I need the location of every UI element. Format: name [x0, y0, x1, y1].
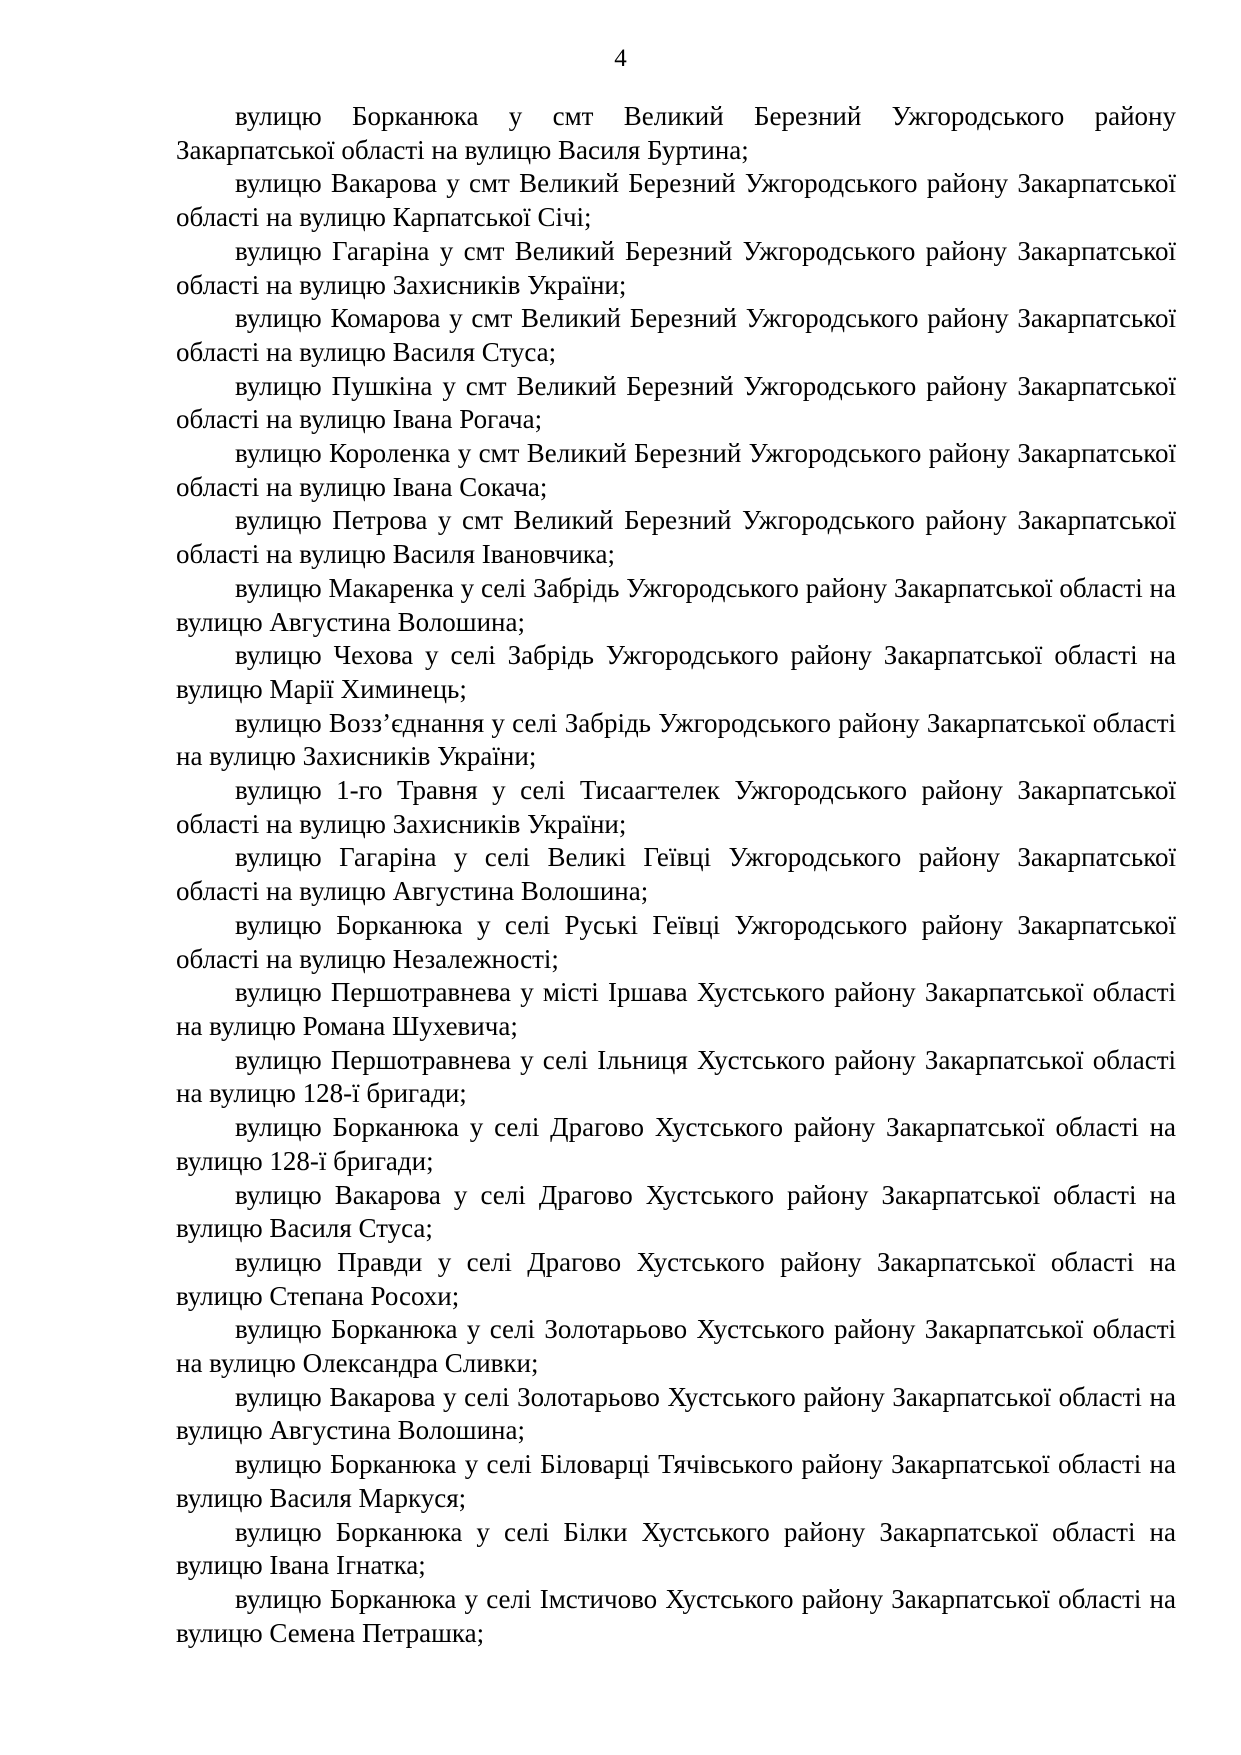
paragraph: вулицю Возз’єднання у селі Забрідь Ужгородського району Закарпатської області на вулицю Захисників України;: [176, 707, 1176, 772]
paragraph: вулицю Комарова у смт Великий Березний Ужгородського району Закарпатської області на вулицю Василя Стуса;: [176, 303, 1176, 367]
paragraph: вулицю Вакарова у селі Драгово Хустського району Закарпатської області на вулицю Василя Стуса;: [176, 1179, 1176, 1244]
page-number: 4: [614, 45, 627, 72]
paragraph: вулицю Борканюка у селі Руські Геївці Ужгородського району Закарпатської області на вулицю Незалежності;: [176, 909, 1176, 974]
paragraph: вулицю 1-го Травня у селі Тисаагтелек Ужгородського району Закарпатської області на вулицю Захисників України;: [176, 775, 1176, 839]
paragraph: вулицю Першотравнева у місті Іршава Хустського району Закарпатської області на вулицю Романа Шухевича;: [176, 977, 1176, 1041]
paragraph: вулицю Вакарова у селі Золотарьово Хустського району Закарпатської області на вулицю Августина Волошина;: [176, 1381, 1176, 1446]
paragraph: вулицю Петрова у смт Великий Березний Ужгородського району Закарпатської області на вулицю Василя Івановчика;: [176, 505, 1176, 570]
paragraph: вулицю Вакарова у смт Великий Березний Ужгородського району Закарпатської області на вулицю Карпатської Січі;: [176, 168, 1176, 233]
paragraph: вулицю Борканюка у селі Золотарьово Хустського району Закарпатської області на вулицю Олександра Сливки;: [176, 1314, 1176, 1379]
paragraph: вулицю Борканюка у селі Біловарці Тячівського району Закарпатської області на вулицю Василя Маркуся;: [176, 1449, 1176, 1513]
paragraph: вулицю Правди у селі Драгово Хустського району Закарпатської області на вулицю Степана Росохи;: [176, 1246, 1176, 1311]
paragraph: вулицю Макаренка у селі Забрідь Ужгородського району Закарпатської області на вулицю Августина Волошина;: [176, 572, 1176, 637]
document-body: [176, 100, 1176, 1650]
paragraph: вулицю Гагаріна у селі Великі Геївці Ужгородського району Закарпатської області на вулицю Августина Волошина;: [176, 842, 1176, 907]
paragraph: вулицю Гагаріна у смт Великий Березний Ужгородського району Закарпатської області на вулицю Захисників України;: [176, 235, 1176, 300]
paragraph: вулицю Чехова у селі Забрідь Ужгородського району Закарпатської області на вулицю Марії Химинець;: [176, 640, 1176, 704]
paragraph: вулицю Борканюка у смт Великий Березний Ужгородського району Закарпатської області на вулицю Василя Буртина;: [176, 101, 1176, 165]
paragraph: вулицю Борканюка у селі Драгово Хустського району Закарпатської області на вулицю 128-ї бригади;: [176, 1112, 1176, 1176]
paragraph: вулицю Пушкіна у смт Великий Березний Ужгородського району Закарпатської області на вулицю Івана Рогача;: [176, 370, 1176, 435]
paragraph: вулицю Борканюка у селі Білки Хустського району Закарпатської області на вулицю Івана Ігнатка;: [176, 1516, 1176, 1581]
paragraph: вулицю Першотравнева у селі Ільниця Хустського району Закарпатської області на вулицю 128-ї бригади;: [176, 1044, 1176, 1109]
paragraph: вулицю Борканюка у селі Імстичово Хустського району Закарпатської області на вулицю Семена Петрашка;: [176, 1583, 1176, 1648]
paragraph: вулицю Короленка у смт Великий Березний Ужгородського району Закарпатської області на вулицю Івана Сокача;: [176, 438, 1176, 502]
